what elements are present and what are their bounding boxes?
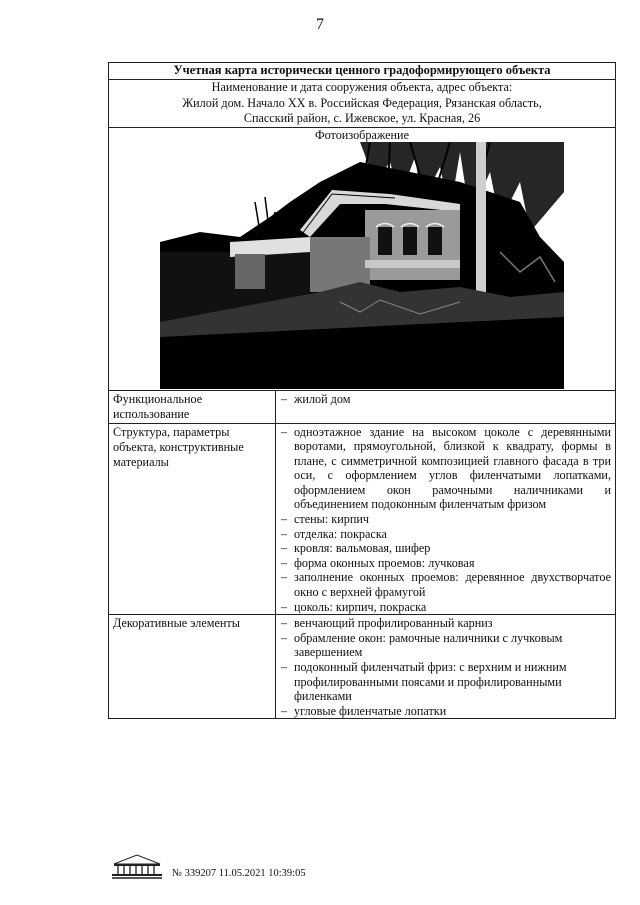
function-value-cell [276, 390, 616, 423]
function-label: Функциональное использование [109, 390, 276, 423]
structure-item: – одноэтажное здание на высоком цоколе с деревянными воротами, прямоугольной, близкой к квадрату, формы в плане, с симметричной композицией главного фасада в три оси, с оформлением углов филенчатыми лопатками, оформлением окон рамочными наличниками и объединением подоконным филенчатым фризом [280, 425, 611, 513]
record-card-table [108, 62, 616, 719]
footer [110, 852, 370, 882]
decor-item: – подоконный филенчатый фриз: с верхним и нижним профилированными поясами и профилированными филенками [280, 660, 611, 704]
object-name-label: Наименование и дата сооружения объекта, адрес объекта: [211, 80, 513, 94]
decor-value-cell [276, 615, 616, 719]
government-building-stamp-icon [110, 852, 164, 880]
decor-item: – венчающий профилированный карниз [280, 616, 611, 631]
page-number: 7 [316, 16, 324, 33]
object-address-line-2: Спасский район, с. Ижевское, ул. Красная, 26 [243, 111, 481, 125]
card-title: Учетная карта исторически ценного градоформирующего объекта [109, 63, 616, 80]
structure-item: – форма оконных проемов: лучковая [280, 556, 611, 571]
decor-item: – угловые филенчатые лопатки [280, 704, 611, 719]
object-name-line-1: Жилой дом. Начало XX в. Российская Федерация, Рязанская область, [182, 95, 542, 110]
structure-value-cell [276, 423, 616, 615]
structure-item: – заполнение оконных проемов: деревянное двухстворчатое окно с верхней фрамугой [280, 570, 611, 599]
building-photo [160, 142, 564, 389]
structure-item: – отделка: покраска [280, 527, 611, 542]
structure-item: – цоколь: кирпич, покраска [280, 600, 611, 615]
decor-item: – обрамление окон: рамочные наличники с лучковым завершением [280, 631, 611, 660]
structure-item: – кровля: вальмовая, шифер [280, 541, 611, 556]
object-name-cell [109, 80, 616, 128]
photo-caption: Фотоизображение [314, 127, 409, 142]
function-item: – жилой дом [280, 392, 611, 407]
structure-item: – стены: кирпич [280, 512, 611, 527]
document-registration-id: № 339207 11.05.2021 10:39:05 [172, 868, 306, 879]
decor-label: Декоративные элементы [109, 615, 276, 719]
photo-cell [109, 127, 616, 390]
structure-label: Структура, параметры объекта, конструктивные материалы [109, 423, 276, 615]
